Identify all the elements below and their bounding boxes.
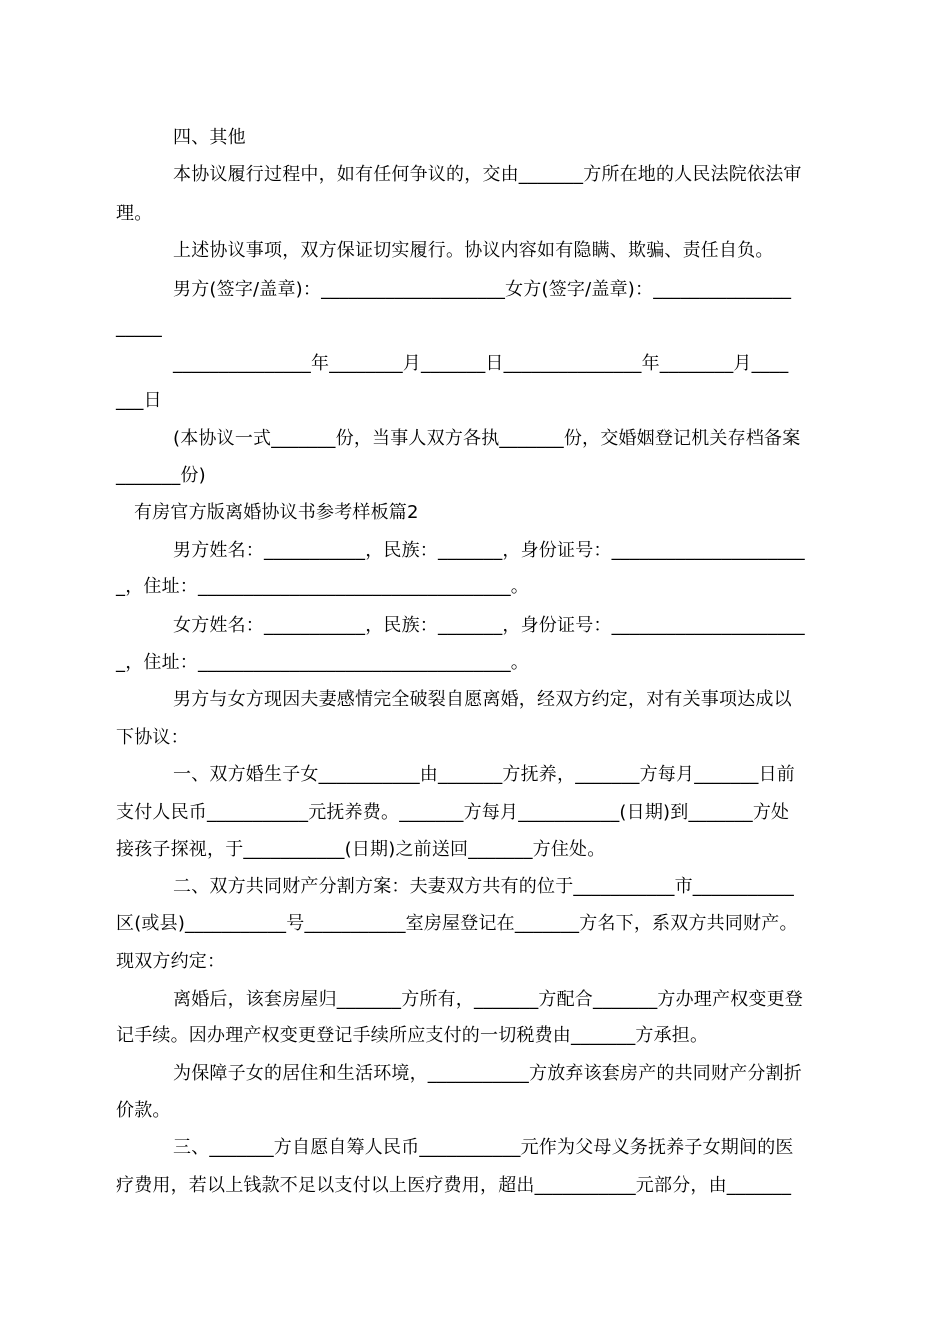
clause-line: 二、双方共同财产分割方案：夫妻双方共有的位于___________市___________ (173, 876, 794, 897)
section-heading-other: 四、其他 (173, 127, 246, 148)
paragraph-line: 本协议履行过程中，如有任何争议的，交由_______方所在地的人民法院依法审 (173, 164, 802, 185)
paragraph-line: 理。 (116, 203, 153, 224)
clause-line: 为保障子女的居住和生活环境，___________方放弃该套房产的共同财产分割折 (173, 1063, 802, 1084)
clause-line: 区(或县)___________号___________室房屋登记在_______方名下，系双方共同财产。 (116, 913, 798, 934)
clause-line: 离婚后，该套房屋归_______方所有，_______方配合_______方办理产权变更登 (173, 989, 803, 1010)
form-line-female-info: 女方姓名：___________，民族：_______，身份证号：_____________________ (173, 615, 805, 636)
clause-line: 记手续。因办理产权变更登记手续所应支付的一切税费由_______方承担。 (116, 1025, 709, 1046)
clause-line: 接孩子探视，于___________(日期)之前送回_______方住处。 (116, 839, 606, 860)
signature-line: _____ (116, 317, 162, 338)
clause-line: 支付人民币___________元抚养费。_______方每月___________(日期)到_______方处 (116, 802, 790, 823)
signature-line: 男方(签字/盖章)：____________________女方(签字/盖章)：_______________ (173, 279, 792, 300)
clause-line: 疗费用，若以上钱款不足以支付以上医疗费用，超出___________元部分，由_______ (116, 1175, 792, 1196)
paragraph-line: (本协议一式_______份，当事人双方各执_______份，交婚姻登记机关存档备案 (173, 428, 801, 449)
clause-line: 价款。 (116, 1100, 171, 1121)
date-line: _______________年________月_______日_______________年________月____ (173, 353, 789, 374)
date-line: ___日 (116, 390, 162, 411)
document-section-title: 有房官方版离婚协议书参考样板篇2 (134, 502, 419, 523)
form-line-male-info: 男方姓名：___________，民族：_______，身份证号：_____________________ (173, 540, 805, 561)
paragraph-line: 下协议： (116, 727, 189, 748)
paragraph-line: 上述协议事项，双方保证切实履行。协议内容如有隐瞒、欺骗、责任自负。 (173, 240, 774, 261)
clause-line: 现双方约定： (116, 951, 226, 972)
clause-line: 三、_______方自愿自筹人民币___________元作为父母义务抚养子女期间的医 (173, 1137, 794, 1158)
clause-line: 一、双方婚生子女___________由_______方抚养，_______方每月_______日前 (173, 764, 795, 785)
form-line-male-address: _，住址：__________________________________。 (116, 576, 529, 597)
paragraph-line: 男方与女方现因夫妻感情完全破裂自愿离婚，经双方约定，对有关事项达成以 (173, 689, 792, 710)
paragraph-line: _______份) (116, 465, 206, 486)
form-line-female-address: _，住址：__________________________________。 (116, 652, 529, 673)
